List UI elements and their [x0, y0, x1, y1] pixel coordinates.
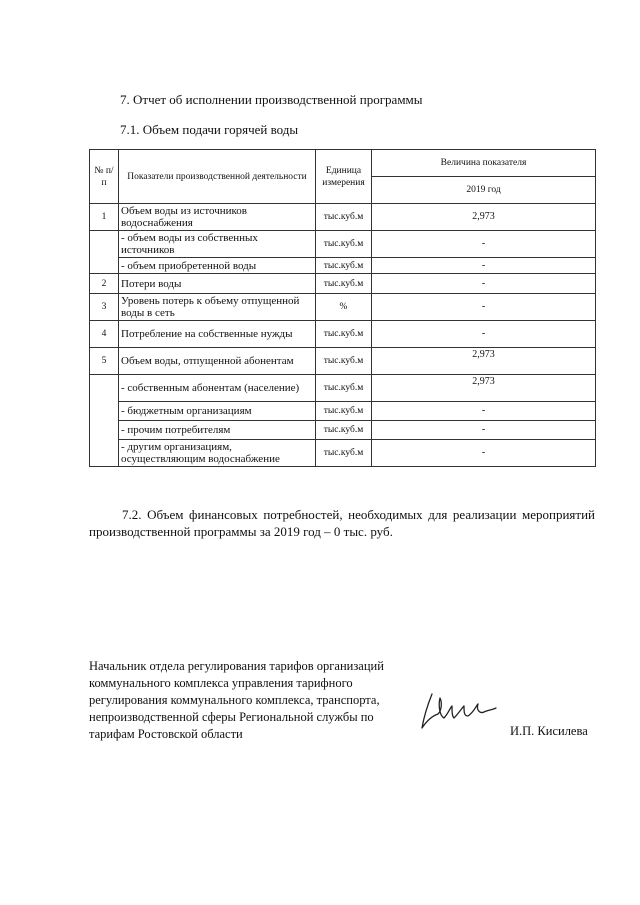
- table-row: [90, 321, 596, 348]
- row-value: -: [372, 402, 596, 421]
- signatory-position: Начальник отдела регулирования тарифов организаций коммунального комплекса управления тарифного регулирования коммунального комплекса, транспорта, непроизводственной сферы Региональной службы по тарифам Ростовской области: [89, 659, 384, 741]
- water-supply-table: [89, 149, 596, 467]
- subsection-title: 7.1. Объем подачи горячей воды: [120, 122, 299, 137]
- table-row: [90, 274, 596, 294]
- row-indicator: Объем воды из источников водоснабжения: [119, 204, 316, 231]
- row-number: [90, 375, 119, 467]
- row-number: [90, 231, 119, 274]
- row-indicator: - объем воды из собственных источников: [119, 231, 316, 258]
- table-row: [90, 348, 596, 375]
- table-row: [90, 204, 596, 231]
- section-title: 7. Отчет об исполнении производственной программы: [120, 92, 423, 107]
- row-value: 2,973: [372, 204, 596, 231]
- table-row: [90, 402, 596, 421]
- row-indicator: - собственным абонентам (население): [119, 375, 316, 402]
- row-value: -: [372, 258, 596, 274]
- row-indicator: - другим организациям, осуществляющим водоснабжение: [119, 440, 316, 467]
- row-value: -: [372, 231, 596, 258]
- row-unit: тыс.куб.м: [316, 348, 372, 375]
- row-indicator: Потери воды: [119, 274, 316, 294]
- header-number: № п/п: [90, 150, 119, 204]
- row-number: 2: [90, 274, 119, 294]
- row-unit: %: [316, 294, 372, 321]
- table-row: [90, 294, 596, 321]
- row-unit: тыс.куб.м: [316, 321, 372, 348]
- table-row: [90, 421, 596, 440]
- row-value: 2,973: [372, 348, 596, 375]
- row-number: 4: [90, 321, 119, 348]
- header-indicator: Показатели производственной деятельности: [119, 150, 316, 204]
- row-unit: тыс.куб.м: [316, 231, 372, 258]
- table-row: [90, 231, 596, 258]
- header-value-group: Величина показателя: [372, 150, 596, 177]
- row-unit: тыс.куб.м: [316, 421, 372, 440]
- table-row: [90, 375, 596, 402]
- row-indicator: - прочим потребителям: [119, 421, 316, 440]
- row-indicator: Уровень потерь к объему отпущенной воды в сеть: [119, 294, 316, 321]
- signatory-name: И.П. Кисилева: [510, 724, 588, 738]
- row-value: -: [372, 321, 596, 348]
- row-indicator: - бюджетным организациям: [119, 402, 316, 421]
- row-value: -: [372, 274, 596, 294]
- row-number: 3: [90, 294, 119, 321]
- row-indicator: - объем приобретенной воды: [119, 258, 316, 274]
- row-value: -: [372, 440, 596, 467]
- row-unit: тыс.куб.м: [316, 440, 372, 467]
- row-indicator: Объем воды, отпущенной абонентам: [119, 348, 316, 375]
- row-unit: тыс.куб.м: [316, 402, 372, 421]
- row-indicator: Потребление на собственные нужды: [119, 321, 316, 348]
- row-unit: тыс.куб.м: [316, 258, 372, 274]
- table-row: [90, 258, 596, 274]
- row-number: 5: [90, 348, 119, 375]
- row-value: 2,973: [372, 375, 596, 402]
- row-value: -: [372, 421, 596, 440]
- header-unit: Единица измерения: [316, 150, 372, 204]
- header-year: 2019 год: [372, 177, 596, 204]
- financial-paragraph: 7.2. Объем финансовых потребностей, необходимых для реализации мероприятий производственной программы за 2019 год – 0 тыс. руб.: [89, 507, 595, 539]
- row-unit: тыс.куб.м: [316, 204, 372, 231]
- row-unit: тыс.куб.м: [316, 375, 372, 402]
- row-unit: тыс.куб.м: [316, 274, 372, 294]
- handwritten-signature: [418, 688, 500, 734]
- row-number: 1: [90, 204, 119, 231]
- table-row: [90, 440, 596, 467]
- row-value: -: [372, 294, 596, 321]
